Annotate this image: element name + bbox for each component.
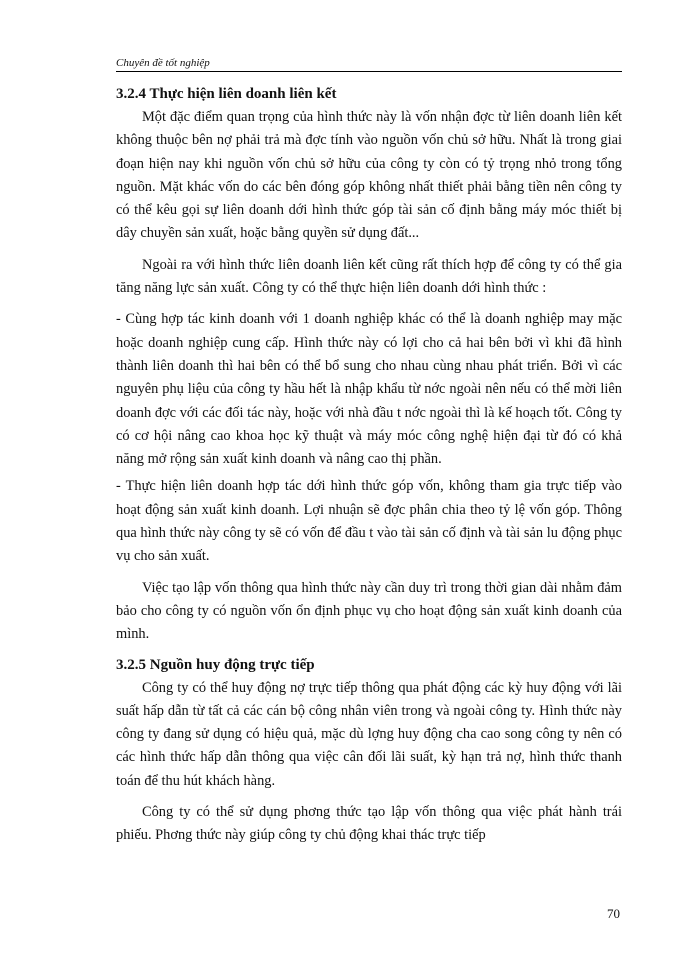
page-number: 70 xyxy=(607,906,620,921)
paragraph: Một đặc điểm quan trọng của hình thức này là vốn nhận đợc từ liên doanh liên kết không thuộc bên nợ phải trả mà đợc tính vào nguồn vốn chủ sở hữu. Nhất là trong giai đoạn hiện nay khi nguồn vốn chủ sở hữu của công ty còn có tỷ trọng nhỏ trong tổng nguồn. Mặt khác vốn do các bên đóng góp không nhất thiết phải bằng tiền nên công ty có thể kêu gọi sự liên doanh dới hình thức góp tài sản cố định bằng máy móc thiết bị dây chuyền sản xuất, hoặc bằng quyền sử dụng đất... xyxy=(116,109,622,242)
section-heading-3-2-4: 3.2.4 Thực hiện liên doanh liên kết xyxy=(116,86,337,102)
paragraph: Công ty có thể sử dụng phơng thức tạo lập vốn thông qua việc phát hành trái phiếu. Phơng thức này giúp công ty chủ động khai thác trực tiếp xyxy=(116,804,622,844)
document-body xyxy=(116,82,622,848)
page-header xyxy=(116,52,622,72)
paragraph: Việc tạo lập vốn thông qua hình thức này cần duy trì trong thời gian dài nhằm đảm bảo cho công ty có nguồn vốn ổn định phục vụ cho hoạt động sản xuất kinh doanh của mình. xyxy=(116,579,622,643)
paragraph: Ngoài ra với hình thức liên doanh liên kết cũng rất thích hợp để công ty có thể gia tăng năng lực sản xuất. Công ty có thể thực hiện liên doanh dới hình thức : xyxy=(116,256,622,297)
bullet-paragraph: - Cùng hợp tác kinh doanh với 1 doanh nghiệp khác có thể là doanh nghiệp may mặc hoặc doanh nghiệp cung cấp. Hình thức này có lợi cho cả hai bên bởi vì khi đã hình thành liên doanh thì hai bên có thể bổ sung cho nhau cùng nhau phát triển. Bởi vì các nguyên phụ liệu của công ty hầu hết là nhập khẩu từ nớc ngoài nên nếu có thể mời liên doanh đợc với các đối tác này, hoặc với nhà đầu t nớc ngoài thì là kế hoạch tốt. Công ty có cơ hội nâng cao khoa học kỹ thuật và máy móc công nghệ hiện đại từ đó có khả năng mở rộng sản xuất kinh doanh và nâng cao thị phần. xyxy=(116,311,622,468)
section-heading-3-2-5: 3.2.5 Nguồn huy động trực tiếp xyxy=(116,656,315,673)
bullet-paragraph: - Thực hiện liên doanh hợp tác dới hình thức góp vốn, không tham gia trực tiếp vào hoạt động sản xuất kinh doanh. Lợi nhuận sẽ đợc phân chia theo tỷ lệ vốn góp. Thông qua hình thức này công ty sẽ có vốn để đầu t vào tài sản cố định và tài sản lu động phục vụ cho sản xuất. xyxy=(116,478,622,565)
paragraph: Công ty có thể huy động nợ trực tiếp thông qua phát động các kỳ huy động với lãi suất hấp dẫn từ tất cả các cán bộ công nhân viên trong và ngoài công ty. Hình thức này công ty đang sử dụng có hiệu quả, mặc dù lợng huy động cha cao song công ty nên có các hình thức hấp dẫn thông qua việc cân đối lãi suất, kỳ hạn trả nợ, hình thức thanh toán để thu hút khách hàng. xyxy=(116,679,622,789)
header-title: Chuyên đề tốt nghiệp xyxy=(116,57,210,69)
